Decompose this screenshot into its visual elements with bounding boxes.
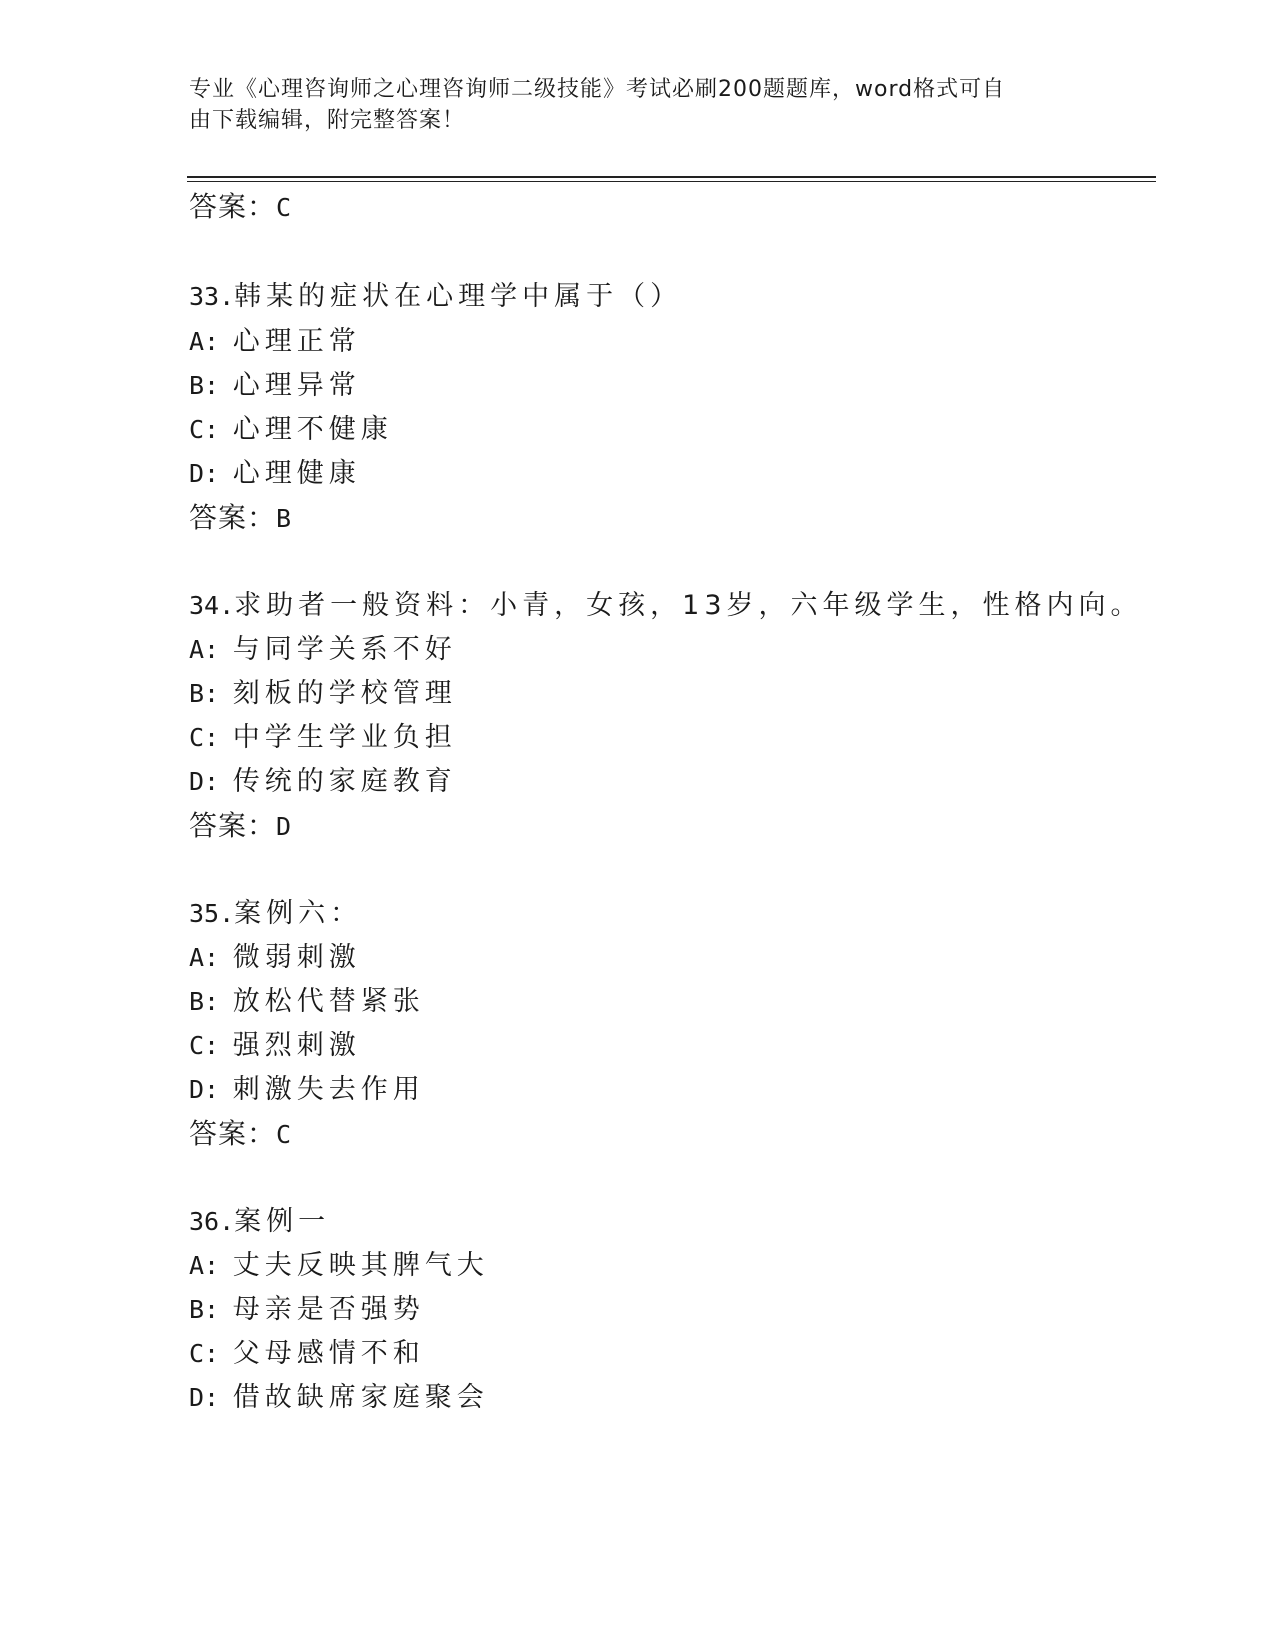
option-line xyxy=(189,369,361,403)
option-key: D: xyxy=(189,1383,220,1412)
answer-line xyxy=(189,1117,291,1152)
question-number: 34. xyxy=(189,591,235,620)
option-key: B: xyxy=(189,679,220,708)
option-text: 心理健康 xyxy=(232,458,361,489)
option-text: 丈夫反映其脾气大 xyxy=(232,1250,489,1281)
option-line xyxy=(189,677,457,711)
option-line xyxy=(189,1293,425,1327)
question-stem xyxy=(189,897,362,931)
option-key: A: xyxy=(189,1251,220,1280)
question-text: 韩某的症状在心理学中属于（） xyxy=(234,281,683,312)
answer-line xyxy=(189,501,291,536)
option-key: C: xyxy=(189,723,220,752)
option-key: C: xyxy=(189,1339,220,1368)
option-key: D: xyxy=(189,459,220,488)
option-line xyxy=(189,941,361,975)
option-text: 心理正常 xyxy=(232,326,361,357)
option-key: B: xyxy=(189,371,220,400)
option-text: 微弱刺激 xyxy=(232,942,361,973)
option-text: 心理异常 xyxy=(232,370,361,401)
question-text: 求助者一般资料：小青，女孩，13岁，六年级学生，性格内向。 xyxy=(234,590,1143,621)
option-text: 强烈刺激 xyxy=(232,1030,361,1061)
option-key: C: xyxy=(189,415,220,444)
option-text: 刻板的学校管理 xyxy=(232,678,457,709)
option-key: A: xyxy=(189,327,220,356)
option-text: 刺激失去作用 xyxy=(232,1074,425,1105)
option-text: 心理不健康 xyxy=(232,414,393,445)
answer-value: C xyxy=(276,1120,292,1149)
header-divider-thick xyxy=(187,176,1156,178)
question-number: 33. xyxy=(189,282,235,311)
answer-label: 答案： xyxy=(189,190,277,223)
option-line xyxy=(189,1073,425,1107)
option-line xyxy=(189,1029,361,1063)
document-header xyxy=(189,74,1069,136)
answer-value: D xyxy=(276,812,292,841)
option-text: 借故缺席家庭聚会 xyxy=(232,1382,489,1413)
option-line xyxy=(189,413,393,447)
answer-label: 答案： xyxy=(189,809,277,842)
answer-value: B xyxy=(276,504,292,533)
option-line xyxy=(189,1381,489,1415)
option-text: 父母感情不和 xyxy=(232,1338,425,1369)
option-text: 放松代替紧张 xyxy=(232,986,425,1017)
question-number: 35. xyxy=(189,899,235,928)
question-stem xyxy=(189,589,1143,623)
header-line-2: 由下载编辑，附完整答案！ xyxy=(189,108,466,133)
option-key: A: xyxy=(189,635,220,664)
answer-label: 答案： xyxy=(189,1117,277,1150)
option-key: D: xyxy=(189,767,220,796)
option-line xyxy=(189,457,361,491)
option-key: D: xyxy=(189,1075,220,1104)
question-stem xyxy=(189,1205,330,1239)
option-text: 传统的家庭教育 xyxy=(232,766,457,797)
question-stem xyxy=(189,280,682,314)
header-line-1: 专业《心理咨询师之心理咨询师二级技能》考试必刷200题题库，word格式可自 xyxy=(189,77,1006,102)
question-text: 案例六： xyxy=(234,898,363,929)
option-line xyxy=(189,1337,425,1371)
question-text: 案例一 xyxy=(234,1206,331,1237)
option-text: 与同学关系不好 xyxy=(232,634,457,665)
option-line xyxy=(189,765,457,799)
option-text: 母亲是否强势 xyxy=(232,1294,425,1325)
answer-line xyxy=(189,809,291,844)
option-line xyxy=(189,1249,489,1283)
question-number: 36. xyxy=(189,1207,235,1236)
option-key: B: xyxy=(189,987,220,1016)
option-line xyxy=(189,633,457,667)
answer-label: 答案： xyxy=(189,501,277,534)
answer-value: C xyxy=(276,193,292,222)
header-divider-thin xyxy=(187,181,1156,182)
option-key: C: xyxy=(189,1031,220,1060)
option-line xyxy=(189,721,457,755)
option-key: A: xyxy=(189,943,220,972)
option-key: B: xyxy=(189,1295,220,1324)
answer-line xyxy=(189,190,291,225)
option-line xyxy=(189,985,425,1019)
option-text: 中学生学业负担 xyxy=(232,722,457,753)
option-line xyxy=(189,325,361,359)
